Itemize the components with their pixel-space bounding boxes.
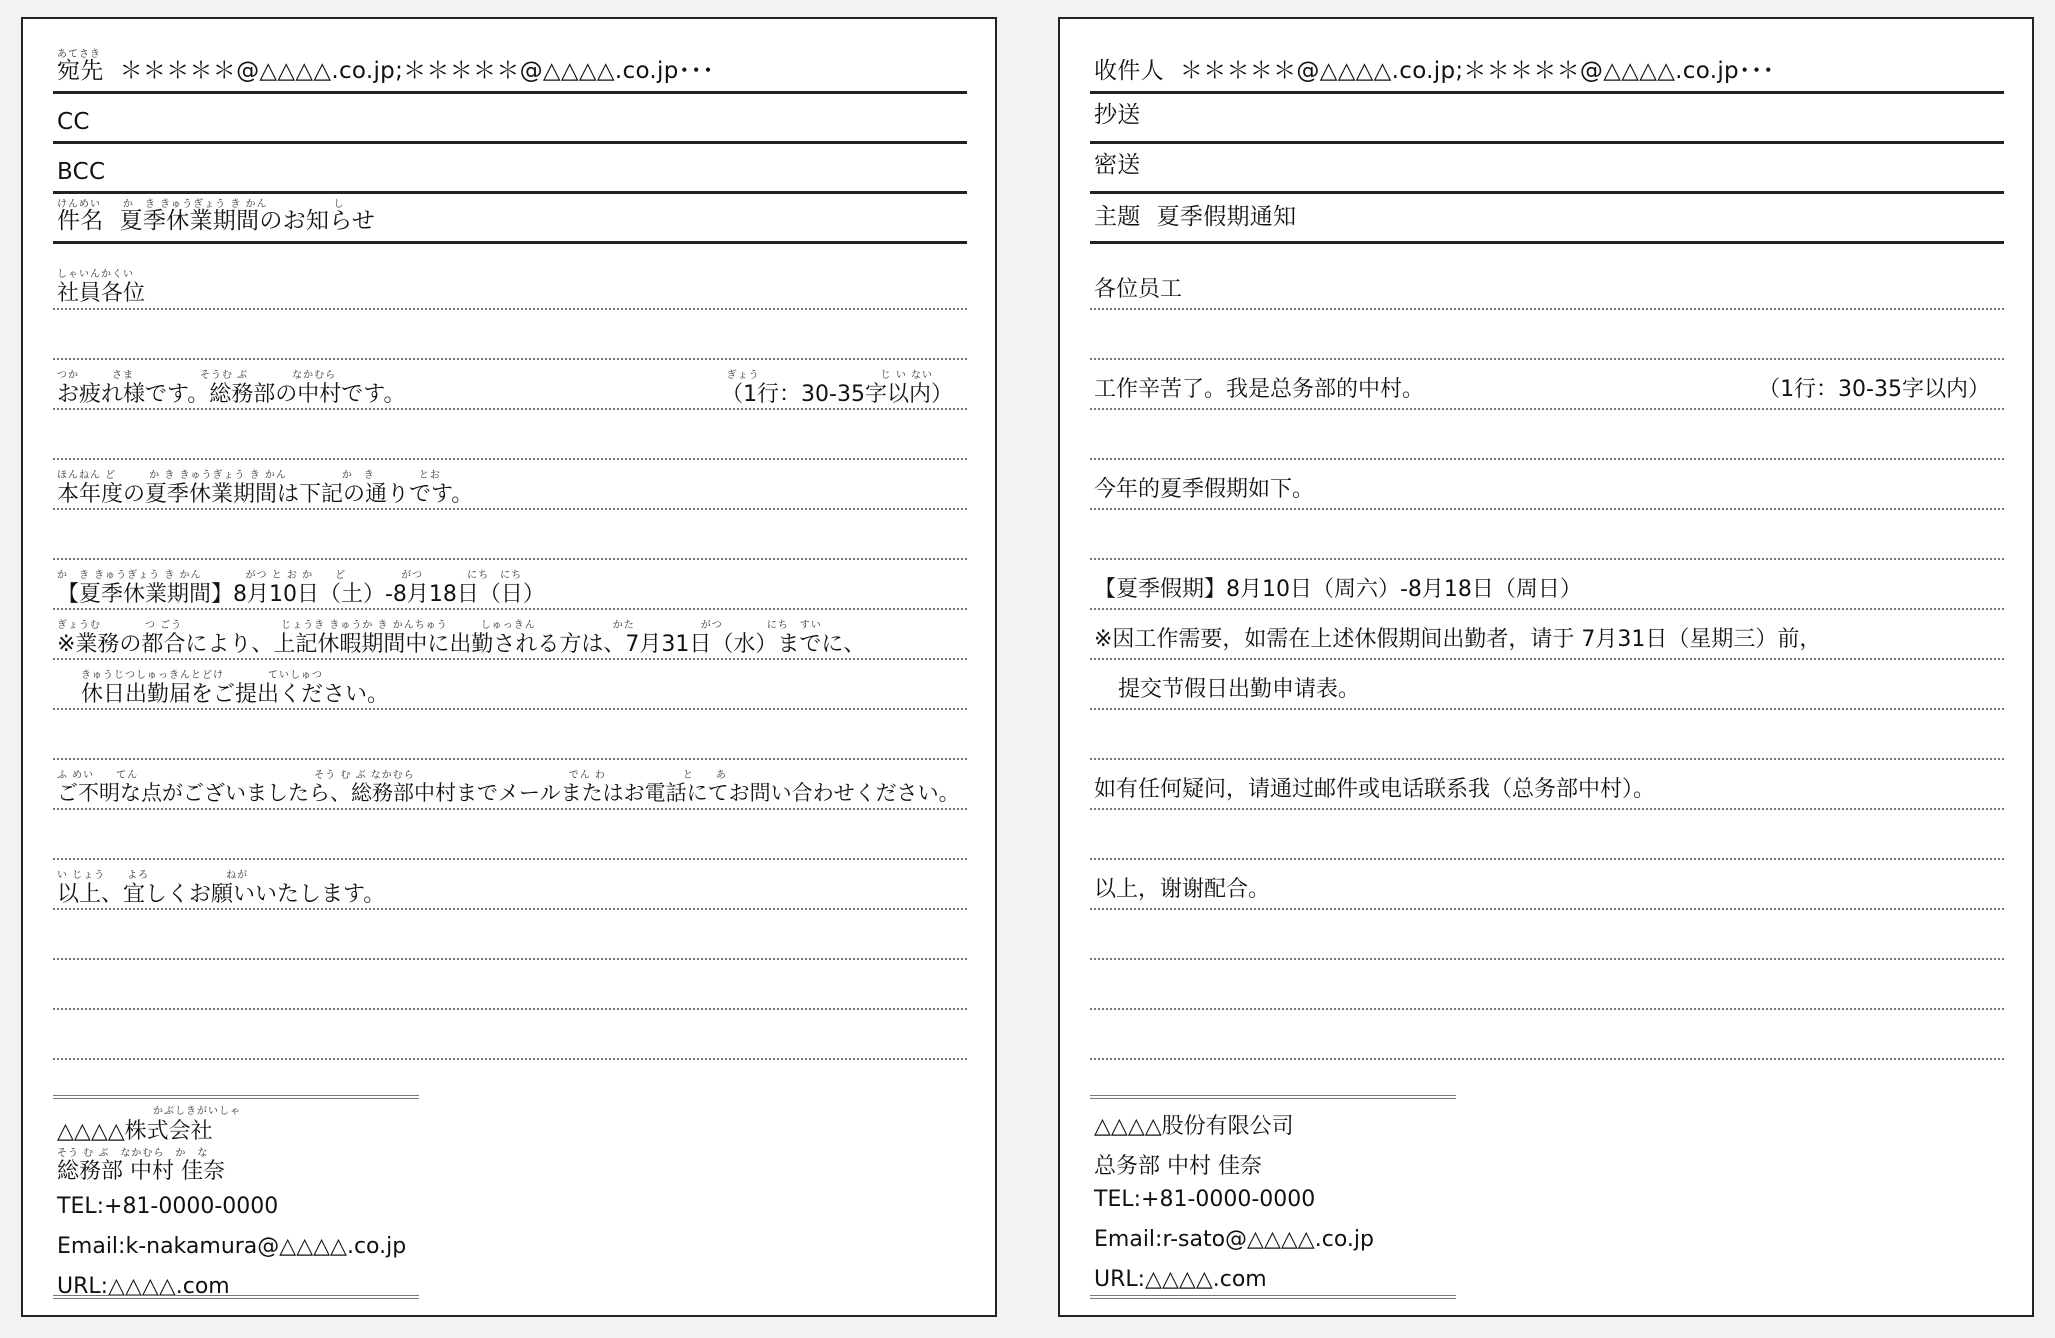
- subject-label: 件名: [57, 208, 104, 234]
- to-field[interactable]: [53, 41, 967, 94]
- furigana-salutation: しゃいんかくい: [57, 269, 134, 280]
- ruled-line: [1090, 458, 2004, 460]
- ruled-line: [53, 1058, 967, 1060]
- length-note: （1行：30-35字以内）: [1758, 377, 1990, 402]
- signature-email: Email:k-nakamura@△△△△.co.jp: [57, 1234, 407, 1259]
- ruled-line: [53, 1008, 967, 1010]
- ruled-line: [53, 708, 967, 710]
- ruled-line: [53, 608, 967, 610]
- subject-label: 主题: [1094, 204, 1141, 230]
- to-label: 宛先: [57, 58, 104, 84]
- intro-line: 本年度の夏季休業期間は下記の通りです。: [57, 482, 474, 507]
- greeting-line: 工作辛苦了。我是总务部的中村。: [1094, 377, 1425, 402]
- signature-email: Email:r-sato@△△△△.co.jp: [1094, 1227, 1374, 1252]
- salutation: 各位员工: [1094, 277, 1183, 302]
- to-label: 收件人: [1094, 58, 1164, 84]
- ruled-line: [1090, 708, 2004, 710]
- furigana-subject: けんめい か き きゅうぎょう き かん し: [57, 199, 345, 210]
- ruled-line: [53, 408, 967, 410]
- ruled-line: [1090, 308, 2004, 310]
- ruled-line: [1090, 808, 2004, 810]
- signature-tel: TEL:+81-0000-0000: [1094, 1187, 1316, 1212]
- subject-value: 夏季休業期間のお知らせ: [119, 208, 376, 234]
- ruled-line: [1090, 508, 2004, 510]
- subject-field[interactable]: [1090, 191, 2004, 244]
- signature-name: 总务部 中村 佳奈: [1094, 1154, 1262, 1179]
- furigana-notice-2: きゅうじつしゅっきんとどけ ていしゅつ: [81, 670, 323, 681]
- salutation: 社員各位: [57, 281, 146, 306]
- ruled-line: [53, 958, 967, 960]
- furigana-closing: い じょう よろ ねが: [57, 870, 249, 881]
- ruled-line: [1090, 1008, 2004, 1010]
- signature-company: △△△△股份有限公司: [1094, 1114, 1294, 1139]
- holiday-period-line: 【夏季假期】8月10日（周六）-8月18日（周日）: [1094, 577, 1582, 602]
- closing-line: 以上，谢谢配合。: [1094, 877, 1271, 902]
- ruled-line: [1090, 1058, 2004, 1060]
- ruled-line: [53, 758, 967, 760]
- ruled-line: [53, 308, 967, 310]
- notice-line-2: 休日出勤届をご提出ください。: [81, 682, 390, 707]
- furigana-to: あてさき: [57, 49, 101, 60]
- signature-tel: TEL:+81-0000-0000: [57, 1194, 279, 1219]
- cc-label: 抄送: [1094, 102, 1141, 128]
- cc-label: CC: [57, 109, 90, 135]
- signature-url: URL:△△△△.com: [1094, 1267, 1267, 1292]
- ruled-line: [1090, 658, 2004, 660]
- contact-line: ご不明な点がございましたら、総務部中村までメールまたはお電話にてお問い合わせください。: [57, 781, 960, 805]
- ruled-line: [53, 808, 967, 810]
- signature-name: 総務部 中村 佳奈: [57, 1159, 225, 1184]
- subject-value: 夏季假期通知: [1156, 204, 1297, 230]
- ruled-line: [1090, 358, 2004, 360]
- to-field[interactable]: [1090, 41, 2004, 94]
- ruled-line: [53, 858, 967, 860]
- email-template-chinese: [1058, 17, 2034, 1317]
- ruled-line: [1090, 558, 2004, 560]
- notice-line-2: 提交节假日出勤申请表。: [1118, 677, 1361, 702]
- contact-line: 如有任何疑问，请通过邮件或电话联系我（总务部中村）。: [1094, 777, 1656, 802]
- ruled-line: [53, 908, 967, 910]
- signature-top-bar: [1090, 1095, 1456, 1099]
- length-note: （1行：30-35字以内）: [721, 382, 953, 407]
- holiday-period-line: 【夏季休業期間】8月10日（土）-8月18日（日）: [57, 582, 545, 607]
- greeting-line: お疲れ様です。総務部の中村です。: [57, 382, 406, 407]
- ruled-line: [53, 358, 967, 360]
- notice-line-1: ※業務の都合により、上記休暇期間中に出勤される方は、7月31日（水）までに、: [57, 632, 866, 657]
- ruled-line: [1090, 908, 2004, 910]
- furigana-company: かぶしきがいしゃ: [153, 1106, 241, 1117]
- cc-field[interactable]: [53, 91, 967, 144]
- ruled-line: [53, 558, 967, 560]
- furigana-greeting: つか さま そうむ ぶ なかむら: [57, 370, 337, 381]
- ruled-line: [53, 658, 967, 660]
- ruled-line: [1090, 858, 2004, 860]
- signature-bottom-bar: [53, 1295, 419, 1299]
- cc-field[interactable]: [1090, 91, 2004, 144]
- signature-url: URL:△△△△.com: [57, 1274, 230, 1299]
- email-template-japanese: [21, 17, 997, 1317]
- furigana-intro: ほんねん ど か き きゅうぎょう き かん か き とお: [57, 470, 441, 481]
- bcc-field[interactable]: [53, 141, 967, 194]
- bcc-field[interactable]: [1090, 141, 2004, 194]
- to-value: ＊＊＊＊＊@△△△△.co.jp;＊＊＊＊＊@△△△△.co.jp･･･: [119, 58, 715, 84]
- closing-line: 以上、宜しくお願いいたします。: [57, 882, 386, 907]
- ruled-line: [1090, 408, 2004, 410]
- signature-top-bar: [53, 1095, 419, 1099]
- ruled-line: [1090, 608, 2004, 610]
- signature-bottom-bar: [1090, 1295, 1456, 1299]
- intro-line: 今年的夏季假期如下。: [1094, 477, 1315, 502]
- ruled-line: [1090, 958, 2004, 960]
- furigana-note: ぎょう じ い ない: [726, 370, 933, 381]
- notice-line-1: ※因工作需要，如需在上述休假期间出勤者，请于 7月31日（星期三）前，: [1094, 627, 1822, 652]
- ruled-line: [1090, 758, 2004, 760]
- to-value: ＊＊＊＊＊@△△△△.co.jp;＊＊＊＊＊@△△△△.co.jp･･･: [1179, 58, 1775, 84]
- ruled-line: [53, 458, 967, 460]
- bcc-label: BCC: [57, 159, 106, 185]
- bcc-label: 密送: [1094, 152, 1141, 178]
- signature-company: △△△△株式会社: [57, 1119, 213, 1144]
- furigana-notice: ぎょうむ つ ごう じょうき きゅうか き かんちゅう しゅっきん かた がつ にち すい: [57, 620, 822, 631]
- furigana-contact: ふ めい てん そう む ぶ なかむら でん わ と あ: [57, 770, 727, 781]
- subject-field[interactable]: [53, 191, 967, 244]
- furigana-period: か き きゅうぎょう き かん がつ と お か ど がつ にち にち: [57, 570, 523, 581]
- furigana-name: そう む ぶ なかむら か な: [57, 1148, 209, 1159]
- ruled-line: [53, 508, 967, 510]
